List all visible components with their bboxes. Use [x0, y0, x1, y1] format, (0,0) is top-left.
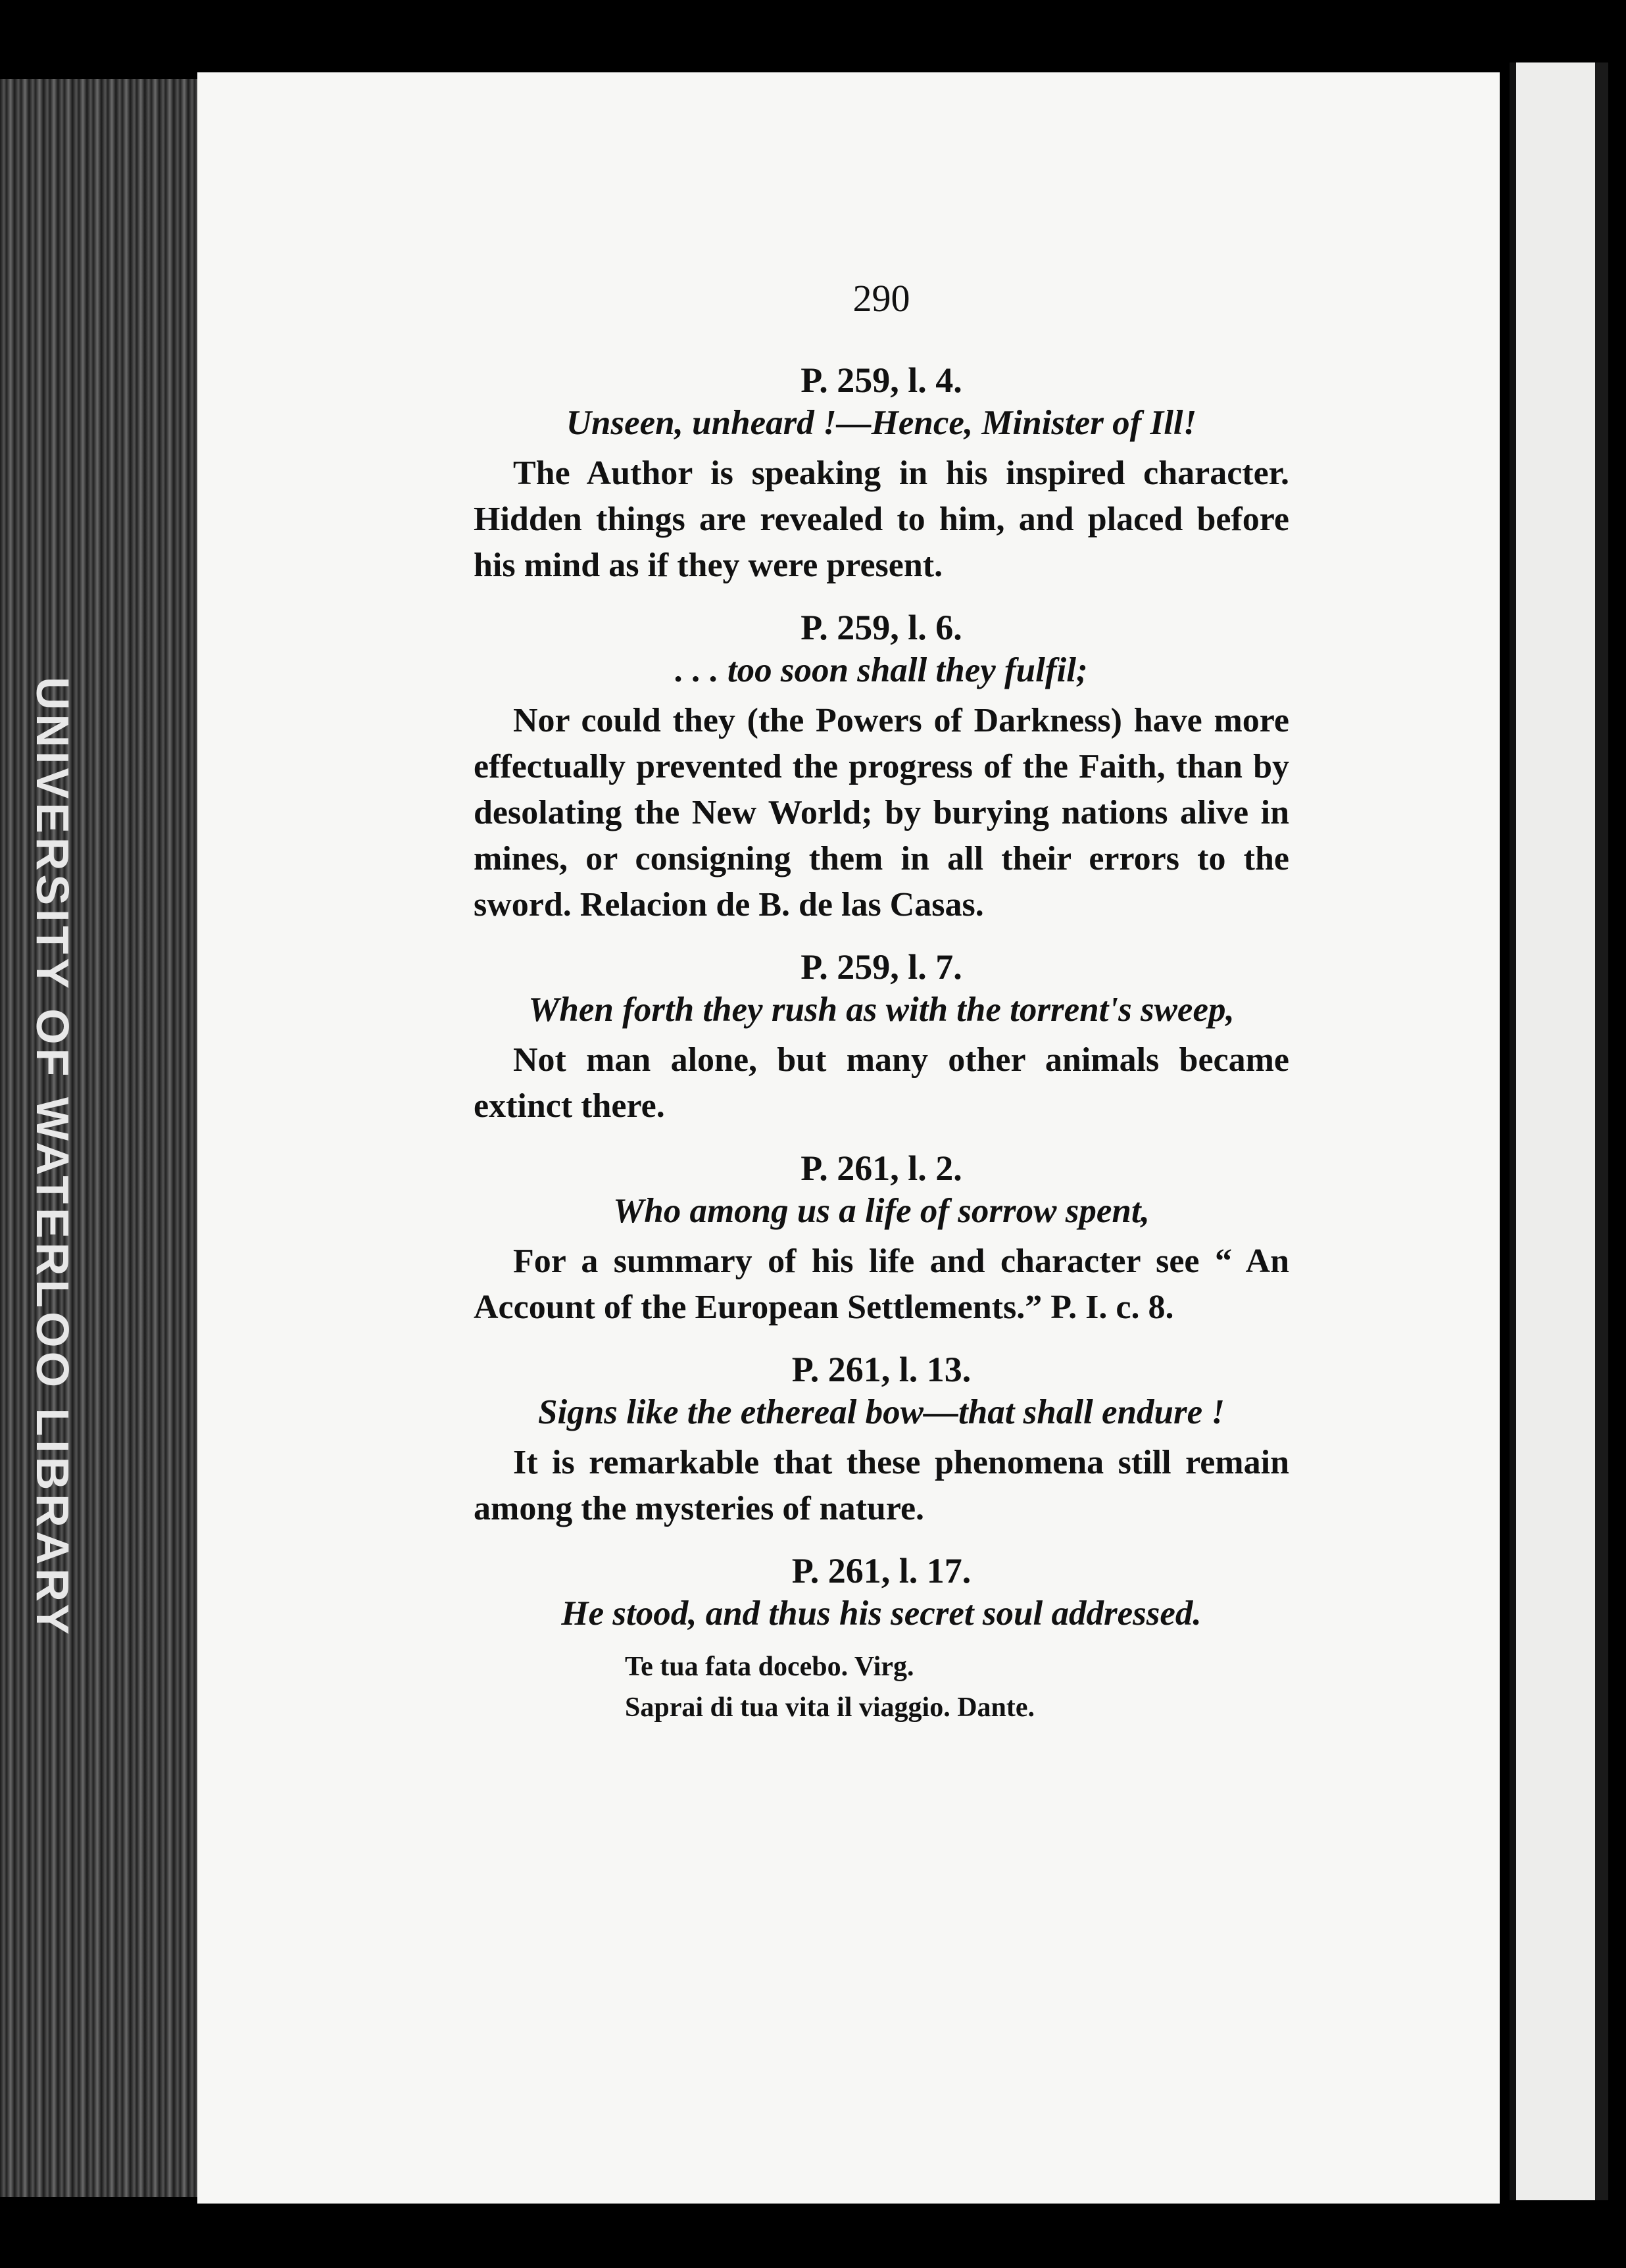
facing-page-edge — [1510, 62, 1608, 2200]
entry-reference: P. 261, l. 2. — [801, 1148, 962, 1188]
note-entry — [474, 1148, 1289, 1331]
note-entry — [474, 1349, 1289, 1532]
entry-note: Not man alone, but many other animals became extinct there. — [474, 1041, 1289, 1125]
note-entry — [474, 360, 1289, 589]
page-text — [474, 276, 1289, 1728]
entry-reference: P. 261, l. 17. — [791, 1551, 972, 1590]
library-stamp-text: UNIVERSITY OF WATERLOO LIBRARY — [27, 676, 78, 1639]
page-number: 290 — [852, 277, 910, 320]
entry-reference: P. 259, l. 4. — [801, 360, 962, 400]
note-entry — [474, 607, 1289, 928]
entry-reference: P. 259, l. 6. — [801, 608, 962, 647]
entry-quote: Who among us a life of sorrow spent, — [613, 1192, 1150, 1230]
entry-reference: P. 261, l. 13. — [791, 1350, 972, 1389]
entry-quote: When forth they rush as with the torrent's sweep, — [528, 991, 1235, 1029]
entry-note: Nor could they (the Powers of Darkness) have more effectually prevented the progress of the Faith, than by desolating the New World; by burying nations alive in mines, or consigning them in all their errors to the sword. Relacion de B. de las Casas. — [474, 702, 1289, 924]
citation-line: Te tua fata docebo. Virg. — [625, 1652, 914, 1682]
library-stamp — [26, 566, 79, 1750]
entry-quote: He stood, and thus his secret soul addressed. — [561, 1594, 1202, 1633]
note-entry — [474, 947, 1289, 1129]
entry-note: It is remarkable that these phenomena still remain among the mysteries of nature. — [474, 1444, 1289, 1527]
entry-reference: P. 259, l. 7. — [801, 947, 962, 987]
entry-note: For a summary of his life and character see “ An Account of the European Settlements.” P. I. c. 8. — [474, 1243, 1289, 1326]
entry-quote: Unseen, unheard !—Hence, Minister of Ill! — [566, 404, 1197, 442]
citation-line: Saprai di tua vita il viaggio. Dante. — [625, 1692, 1035, 1723]
entry-quote: . . . too soon shall they fulfil; — [675, 651, 1088, 689]
entry-note: The Author is speaking in his inspired character. Hidden things are revealed to him, and placed before his mind as if they were present. — [474, 455, 1289, 584]
entry-quote: Signs like the ethereal bow—that shall endure ! — [538, 1393, 1225, 1431]
note-entry — [474, 1550, 1289, 1728]
